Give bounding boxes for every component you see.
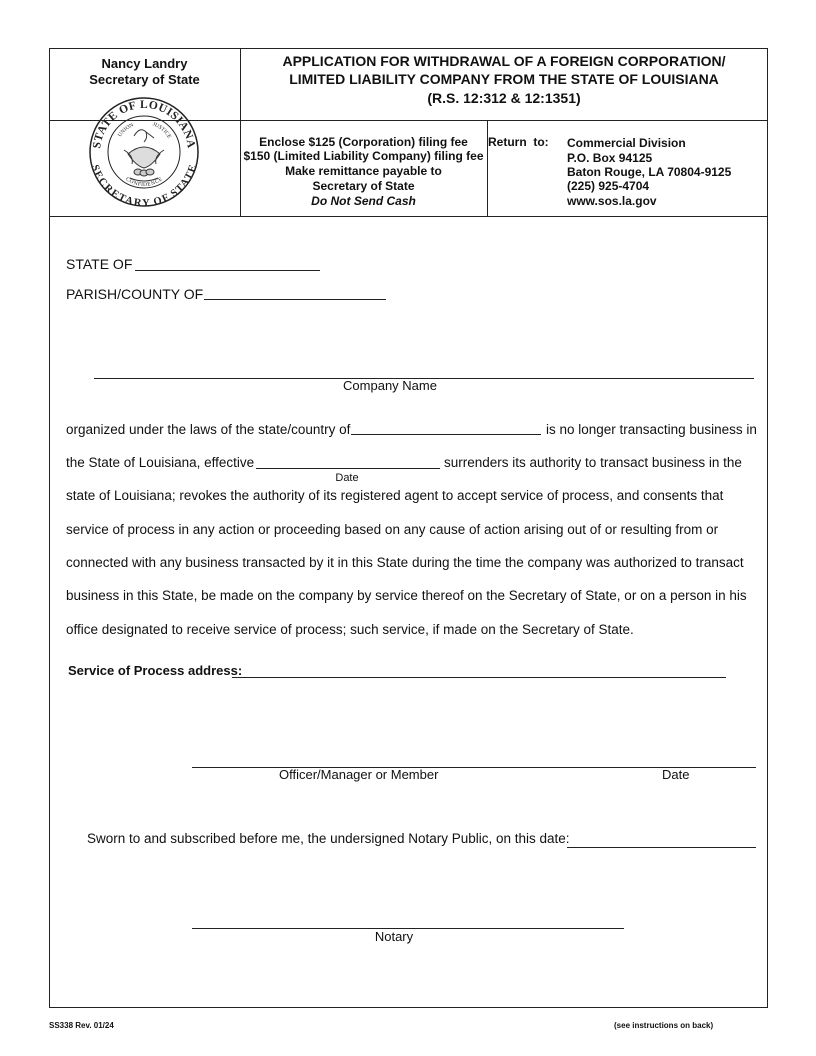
fee-no-cash: Do Not Send Cash <box>311 194 416 208</box>
para-line-6: business in this State, be made on the company by service thereof on the Secretary of State, or on a person in his <box>66 588 747 603</box>
para-line-2b: surrenders its authority to transact business in the <box>444 455 742 470</box>
svg-text:JUSTICE <box>152 122 173 141</box>
title-line-3: (R.S. 12:312 & 12:1351) <box>427 90 581 106</box>
title-line-1: APPLICATION FOR WITHDRAWAL OF A FOREIGN CORPORATION/ <box>282 53 726 69</box>
return-line-3: Baton Rouge, LA 70804-9125 <box>567 165 732 179</box>
return-website: www.sos.la.gov <box>567 194 657 208</box>
seal-confidence-text: CONFIDENCE <box>124 176 164 189</box>
title-line-2: LIMITED LIABILITY COMPANY FROM THE STATE OF LOUISIANA <box>289 71 719 87</box>
state-of-label: STATE OF <box>66 256 133 272</box>
officer-label: Officer/Manager or Member <box>279 767 439 782</box>
fee-line-3: Make remittance payable to <box>285 164 442 178</box>
para-line-3: state of Louisiana; revokes the authority of its registered agent to accept service of process, and consents that <box>66 488 724 503</box>
header-bottom-divider <box>49 216 768 217</box>
officer-date-label: Date <box>662 767 690 782</box>
parish-county-field[interactable] <box>204 299 386 300</box>
parish-county-label: PARISH/COUNTY OF <box>66 286 204 302</box>
effective-date-field[interactable] <box>256 468 440 469</box>
return-line-2: P.O. Box 94125 <box>567 151 653 165</box>
return-label: Return to: <box>488 135 549 149</box>
svg-text:UNION <box>117 122 135 138</box>
official-name: Nancy Landry <box>101 56 188 71</box>
fee-line-2: $150 (Limited Liability Company) filing fee <box>243 149 484 163</box>
seal-top-text: STATE OF LOUISIANA <box>91 98 197 150</box>
para-line-4: service of process in any action or proceeding based on any cause of action arising out of or resulting from or <box>66 522 719 537</box>
state-country-field[interactable] <box>351 434 541 435</box>
instructions-note: (see instructions on back) <box>614 1021 714 1030</box>
company-name-label: Company Name <box>343 378 437 393</box>
para-line-7: office designated to receive service of process; such service, if made on the Secretary of State. <box>66 622 634 637</box>
seal-justice-text: JUSTICE <box>151 121 173 140</box>
state-seal <box>88 96 200 208</box>
form-id: SS338 Rev. 01/24 <box>49 1021 114 1030</box>
state-of-field[interactable] <box>135 270 320 271</box>
service-of-process-label: Service of Process address: <box>68 663 243 678</box>
para-line-1b: is no longer transacting business in <box>546 422 757 437</box>
return-line-1: Commercial Division <box>567 136 686 150</box>
para-line-5: connected with any business transacted by it in this State during the time the company was authorized to transact <box>66 555 744 570</box>
seal-union-text: UNION <box>117 122 135 139</box>
para-line-2a: the State of Louisiana, effective <box>66 455 255 470</box>
official-title: Secretary of State <box>89 72 200 87</box>
seal-bottom-text: SECRETARY OF STATE <box>88 163 200 208</box>
notary-label: Notary <box>374 929 414 944</box>
pelican-icon <box>124 130 164 181</box>
notary-date-field[interactable] <box>567 847 756 848</box>
return-line-4: (225) 925-4704 <box>567 179 650 193</box>
sworn-statement: Sworn to and subscribed before me, the undersigned Notary Public, on this date: <box>87 831 570 846</box>
service-of-process-field[interactable] <box>232 677 726 678</box>
date-label: Date <box>335 472 359 484</box>
fee-line-1: Enclose $125 (Corporation) filing fee <box>259 135 468 149</box>
para-line-1a: organized under the laws of the state/country of <box>66 422 351 437</box>
fee-line-4: Secretary of State <box>312 179 415 193</box>
